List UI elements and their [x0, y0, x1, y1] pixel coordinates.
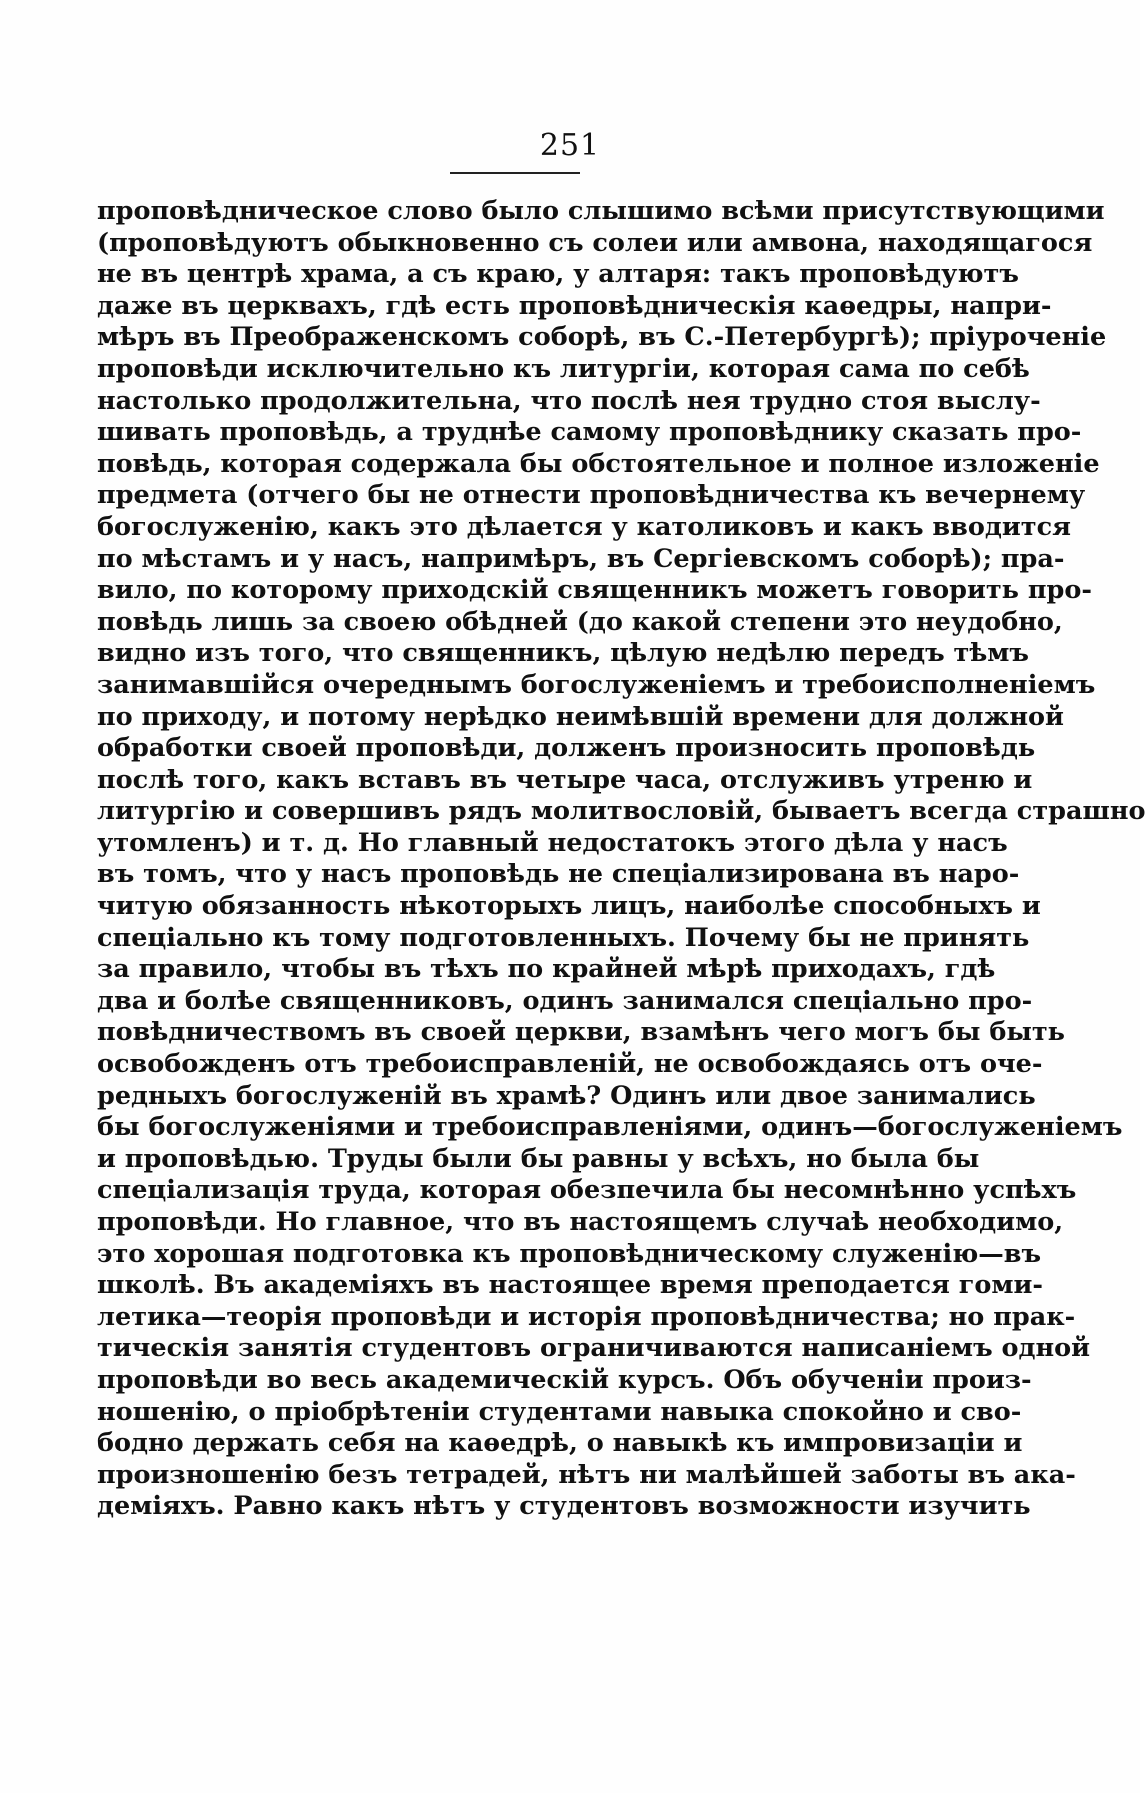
text-line: и проповѣдью. Труды были бы равны у всѣхъ, но была бы — [97, 1143, 980, 1174]
text-line: два и болѣе священниковъ, одинъ занимался спеціально про- — [97, 985, 1033, 1016]
text-line: мѣръ въ Преображенскомъ соборѣ, въ С.-Петербургѣ); пріуроченіе — [97, 322, 1107, 353]
text-line: видно изъ того, что священникъ, цѣлую недѣлю передъ тѣмъ — [97, 638, 1029, 669]
text-line: за правило, чтобы въ тѣхъ по крайней мѣрѣ приходахъ, гдѣ — [97, 954, 996, 985]
text-line: шивать проповѣдь, а труднѣе самому проповѣднику сказать про- — [97, 417, 1082, 448]
text-line: въ томъ, что у насъ проповѣдь не спеціализирована въ наро- — [97, 859, 1020, 890]
text-line: читую обязанность нѣкоторыхъ лицъ, наиболѣе способныхъ и — [97, 891, 1041, 922]
text-line: обработки своей проповѣди, долженъ произносить проповѣдь — [97, 733, 1036, 764]
text-line: повѣдь лишь за своею обѣдней (до какой степени это неудобно, — [97, 606, 1063, 637]
text-line: послѣ того, какъ вставъ въ четыре часа, отслуживъ утреню и — [97, 764, 1033, 795]
text-line: это хорошая подготовка къ проповѣдническому служенію—въ — [97, 1238, 1042, 1269]
text-line: деміяхъ. Равно какъ нѣтъ у студентовъ возможности изучить — [97, 1491, 1031, 1522]
text-line: утомленъ) и т. д. Но главный недостатокъ этого дѣла у насъ — [97, 827, 1008, 858]
text-line: освобожденъ отъ требоисправленій, не освобождаясь отъ оче- — [97, 1049, 1043, 1080]
text-line: тическія занятія студентовъ ограничиваются написаніемъ одной — [97, 1333, 1091, 1364]
text-line: спеціализація труда, которая обезпечила бы несомнѣнно успѣхъ — [97, 1175, 1077, 1206]
text-line: (проповѣдуютъ обыкновенно съ солеи или амвона, находящагося — [97, 227, 1093, 258]
text-line: даже въ церквахъ, гдѣ есть проповѣдническія каѳедры, напри- — [97, 290, 1052, 321]
text-line: не въ центрѣ храма, а съ краю, у алтаря: такъ проповѣдуютъ — [97, 259, 1019, 290]
text-line: редныхъ богослуженій въ храмѣ? Одинъ или двое занимались — [97, 1080, 1036, 1111]
text-line: бы богослуженіями и требоисправленіями, одинъ—богослуженіемъ — [97, 1112, 1123, 1143]
body-text — [97, 196, 1146, 1523]
text-line: по приходу, и потому нерѣдко неимѣвшій времени для должной — [97, 701, 1064, 732]
text-line: занимавшійся очереднымъ богослуженіемъ и требоисполненіемъ — [97, 669, 1096, 700]
text-line: ношенію, о пріобрѣтеніи студентами навыка спокойно и сво- — [97, 1396, 1022, 1427]
text-line: проповѣдническое слово было слышимо всѣми присутствующими — [97, 196, 1105, 226]
text-line: проповѣди. Но главное, что въ настоящемъ случаѣ необходимо, — [97, 1207, 1064, 1237]
page-number: 251 — [539, 128, 601, 163]
text-line: повѣдничествомъ въ своей церкви, взамѣнъ чего могъ бы быть — [97, 1017, 1065, 1048]
text-line: повѣдь, которая содержала бы обстоятельное и полное изложеніе — [97, 448, 1100, 479]
page-number-rule — [450, 172, 580, 174]
text-line: по мѣстамъ и у насъ, напримѣръ, въ Сергіевскомъ соборѣ); пра- — [97, 543, 1065, 574]
text-line: литургію и совершивъ рядъ молитвословій, бываетъ всегда страшно — [97, 796, 1146, 827]
text-line: спеціально къ тому подготовленныхъ. Почему бы не принять — [97, 922, 1030, 953]
text-line: вило, по которому приходскій священникъ можетъ говорить про- — [97, 575, 1092, 606]
text-line: бодно держать себя на каѳедрѣ, о навыкѣ къ импровизаціи и — [97, 1428, 1023, 1459]
text-line: произношенію безъ тетрадей, нѣтъ ни малѣйшей заботы въ ака- — [97, 1459, 1076, 1490]
text-line: проповѣди исключительно къ литургіи, которая сама по себѣ — [97, 353, 1030, 384]
text-line: настолько продолжительна, что послѣ нея трудно стоя выслу- — [97, 385, 1041, 416]
text-line: летика—теорія проповѣди и исторія проповѣдничества; но прак- — [97, 1301, 1076, 1332]
text-line: школѣ. Въ академіяхъ въ настоящее время преподается гоми- — [97, 1270, 1044, 1301]
text-line: проповѣди во весь академическій курсъ. Объ обученіи произ- — [97, 1364, 1032, 1395]
text-line: предмета (отчего бы не отнести проповѣдничества къ вечернему — [97, 480, 1086, 511]
text-line: богослуженію, какъ это дѣлается у католиковъ и какъ вводится — [97, 511, 1071, 542]
